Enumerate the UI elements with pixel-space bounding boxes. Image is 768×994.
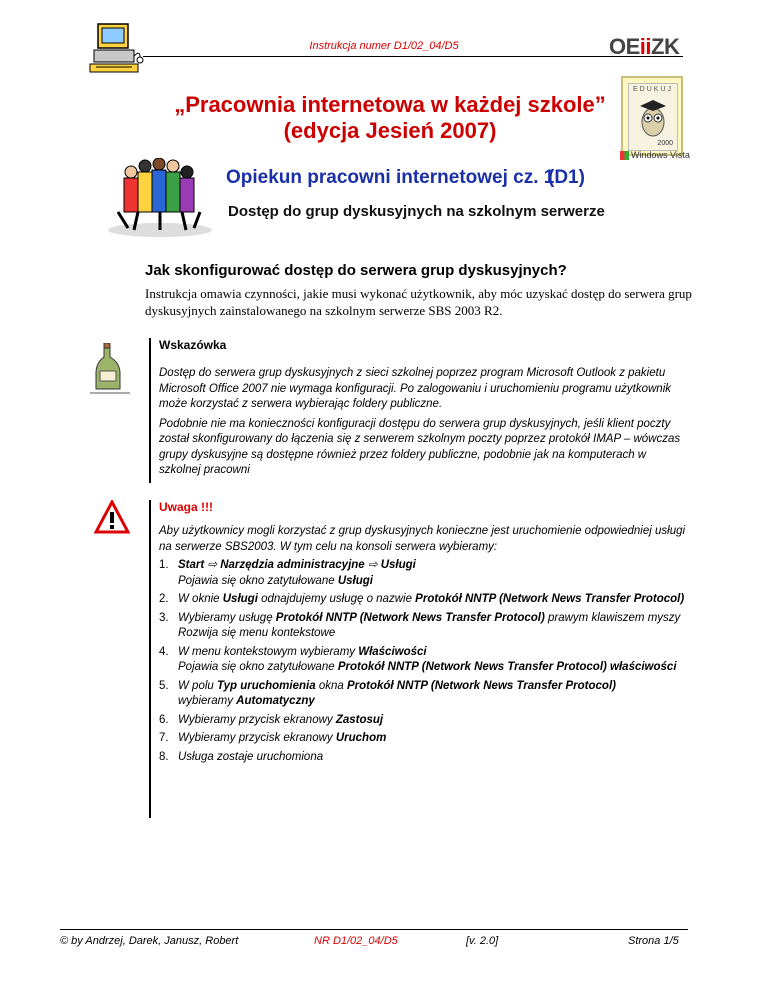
list-item: 4. W menu kontekstowym wybieramy Właściwości Pojawia się okno zatytułowane Protokół NNTP (Network News Transfer Protocol) właściwości	[159, 645, 677, 673]
stamp-text: EDUKUJ	[632, 86, 673, 93]
footer-version: [v. 2.0]	[466, 935, 499, 947]
footer-doc-code: NR D1/02_04/D5	[314, 935, 398, 947]
list-item: 7. Wybieramy przycisk ekranowy Uruchom	[159, 732, 387, 744]
header-rule	[143, 56, 683, 57]
subtitle-code: (D1)	[548, 167, 585, 188]
intro-paragraph: Instrukcja omawia czynności, jakie musi wykonać użytkownik, aby móc uzyskać dostęp do serwera grup dyskusyjnych zainstalowanego na szkolnym serwerze SBS 2003 R2.	[145, 286, 692, 318]
owl-icon	[638, 98, 668, 138]
edukuj-stamp	[621, 76, 683, 156]
warning-title: Uwaga !!!	[159, 500, 213, 514]
subtitle: Opiekun pracowni internetowej cz. 1	[226, 167, 555, 188]
team-huddle-icon	[104, 158, 216, 238]
title-line-2: (edycja Jesień 2007)	[283, 118, 497, 143]
bottle-icon	[90, 343, 130, 395]
oeiizk-logo: OEiiZK	[609, 34, 680, 59]
hint-title: Wskazówka	[159, 338, 227, 352]
steps-list	[159, 558, 689, 765]
list-item: 5. W polu Typ uruchomienia okna Protokół NNTP (Network News Transfer Protocol) wybieramy Automatyczny	[159, 679, 616, 707]
document-title	[150, 92, 630, 144]
list-item: 3. Wybieramy usługę Protokół NNTP (Network News Transfer Protocol) prawym klawiszem myszy Rozwija się menu kontekstowe	[159, 611, 681, 639]
hint-paragraph: Podobnie nie ma konieczności konfiguracji dostępu do serwera grup dyskusyjnych, jeśli klient poczty został skonfigurowany do łączenia się z serwerem szkolnym poczty poprzez protokół IMAP – wówczas grupy dyskusyjne są dostępne również przez foldery publiczne, podobnie jak na komputerach w szkolnej pracowni	[159, 417, 681, 476]
list-item: 2. W oknie Usługi odnajdujemy usługę o nazwie Protokół NNTP (Network News Transfer Protocol)	[159, 593, 685, 605]
document-number: Instrukcja numer D1/02_04/D5	[309, 40, 459, 52]
footer-page-number: Strona 1/5	[628, 935, 679, 947]
stamp-year: 2000	[657, 140, 673, 147]
hint-paragraph: Dostęp do serwera grup dyskusyjnych z sieci szkolnej poprzez program Microsoft Outlook z pakietu Microsoft Office 2007 nie wymaga konfiguracji. Po zalogowaniu i uruchomieniu programu użytkownik może korzystać z serwera wybierając foldery publiczne.	[159, 367, 671, 410]
title-line-1: „Pracownia internetowa w każdej szkole”	[174, 92, 606, 117]
footer-authors: © by Andrzej, Darek, Janusz, Robert	[60, 935, 239, 947]
windows-vista-logo: Windows Vista	[620, 150, 690, 160]
question-heading: Jak skonfigurować dostęp do serwera grup dyskusyjnych?	[145, 262, 567, 279]
warning-intro: Aby użytkownicy mogli korzystać z grup dyskusyjnych konieczne jest uruchomienie odpowiedniej usługi na serwerze SBS2003. W tym celu na konsoli serwera wybieramy:	[159, 525, 686, 553]
list-item: 1. Start ⇨ Narzędzia administracyjne ⇨ Usługi Pojawia się okno zatytułowane Usługi	[159, 559, 416, 587]
warning-triangle-icon	[94, 500, 130, 534]
hint-box	[149, 338, 689, 483]
section-title: Dostęp do grup dyskusyjnych na szkolnym serwerze	[228, 203, 605, 220]
list-item: 8. Usługa zostaje uruchomiona	[159, 750, 324, 763]
footer-rule	[60, 929, 688, 930]
list-item: 6. Wybieramy przycisk ekranowy Zastosuj	[159, 713, 384, 726]
warning-box	[149, 500, 689, 818]
